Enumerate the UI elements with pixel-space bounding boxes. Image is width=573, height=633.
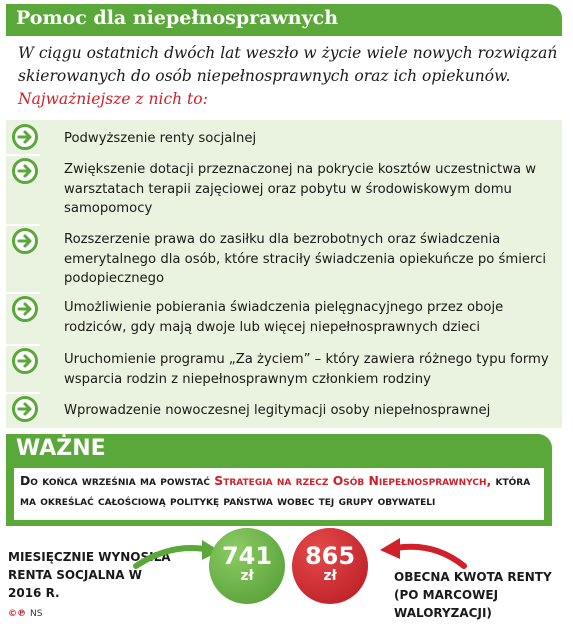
intro-subheading: Najważniejsze z nich to: bbox=[18, 90, 208, 108]
new-amount-label: OBECNA KWOTA RENTY (PO MARCOWEJ WALORYZACJI) bbox=[394, 570, 552, 620]
important-text bbox=[20, 471, 540, 511]
arrow-right-circle-icon bbox=[12, 348, 38, 374]
divider bbox=[6, 224, 40, 226]
credit-source: NS bbox=[30, 609, 43, 619]
arrow-right-circle-icon bbox=[12, 228, 38, 254]
copyright-mark: ©℗ bbox=[8, 609, 26, 619]
arrow-right-circle-icon bbox=[12, 124, 38, 150]
red-arrow-icon bbox=[374, 534, 470, 570]
old-amount-currency: zł bbox=[240, 568, 254, 584]
divider bbox=[6, 154, 40, 156]
important-label: WAŻNE bbox=[16, 436, 106, 461]
credit bbox=[8, 609, 42, 619]
arrow-right-circle-icon bbox=[12, 296, 38, 322]
old-amount-bubble bbox=[209, 528, 285, 604]
new-amount-bubble bbox=[292, 528, 368, 604]
old-amount-label: MIESIĘCZNIE WYNOSIŁA RENTA SOCJALNA W 2016 R. bbox=[8, 550, 171, 600]
old-amount-value: 741 bbox=[221, 542, 273, 570]
important-box bbox=[6, 434, 552, 526]
new-amount-value: 865 bbox=[304, 542, 356, 570]
important-highlight: Strategia na rzecz Osób Niepełnosprawnych, bbox=[214, 473, 492, 488]
list-item-text: Podwyższenie renty socjalnej bbox=[64, 131, 257, 146]
arrow-right-circle-icon bbox=[12, 158, 38, 184]
page-title: Pomoc dla niepełnosprawnych bbox=[16, 7, 339, 29]
important-text-before: Do końca września ma powstać bbox=[20, 473, 215, 488]
list-item-text: Wprowadzenie nowoczesnej legitymacji osoby niepełnosprawnej bbox=[64, 403, 491, 418]
arrow-right-circle-icon bbox=[12, 396, 38, 422]
list-item-text: Umożliwienie pobierania świadczenia pielęgnacyjnego przez oboje rodziców, gdy mają dwoje lub więcej niepełnosprawnych dzieci bbox=[64, 300, 504, 335]
list-item-text: Rozszerzenie prawa do zasiłku dla bezrobotnych oraz świadczenia emerytalnego dla osób, które straciły świadczenia opiekuńcze po śmierci podopiecznego bbox=[64, 232, 547, 286]
intro-section bbox=[6, 36, 562, 120]
divider bbox=[6, 292, 40, 294]
intro-text: W ciągu ostatnich dwóch lat weszło w życie wiele nowych rozwiązań skierowanych do osób niepełnosprawnych oraz ich opiekunów. bbox=[18, 44, 558, 85]
measures-list bbox=[6, 120, 562, 428]
divider bbox=[6, 392, 40, 394]
important-content bbox=[14, 468, 544, 520]
list-item-text: Zwiększenie dotacji przeznaczonej na pokrycie kosztów uczestnictwa w warsztatach terapii zajęciowej oraz pobytu w środowiskowym domu samopomocy bbox=[64, 162, 537, 216]
title-bar bbox=[6, 4, 562, 36]
divider bbox=[6, 344, 40, 346]
new-amount-currency: zł bbox=[323, 568, 337, 584]
important-text-after: która ma określać całościową politykę państwa wobec tej grupy obywateli bbox=[20, 473, 531, 508]
list-item-text: Uruchomienie programu „Za życiem” – który zawiera różnego typu formy wsparcia rodzin z niepełnosprawnym członkiem rodziny bbox=[64, 352, 549, 387]
